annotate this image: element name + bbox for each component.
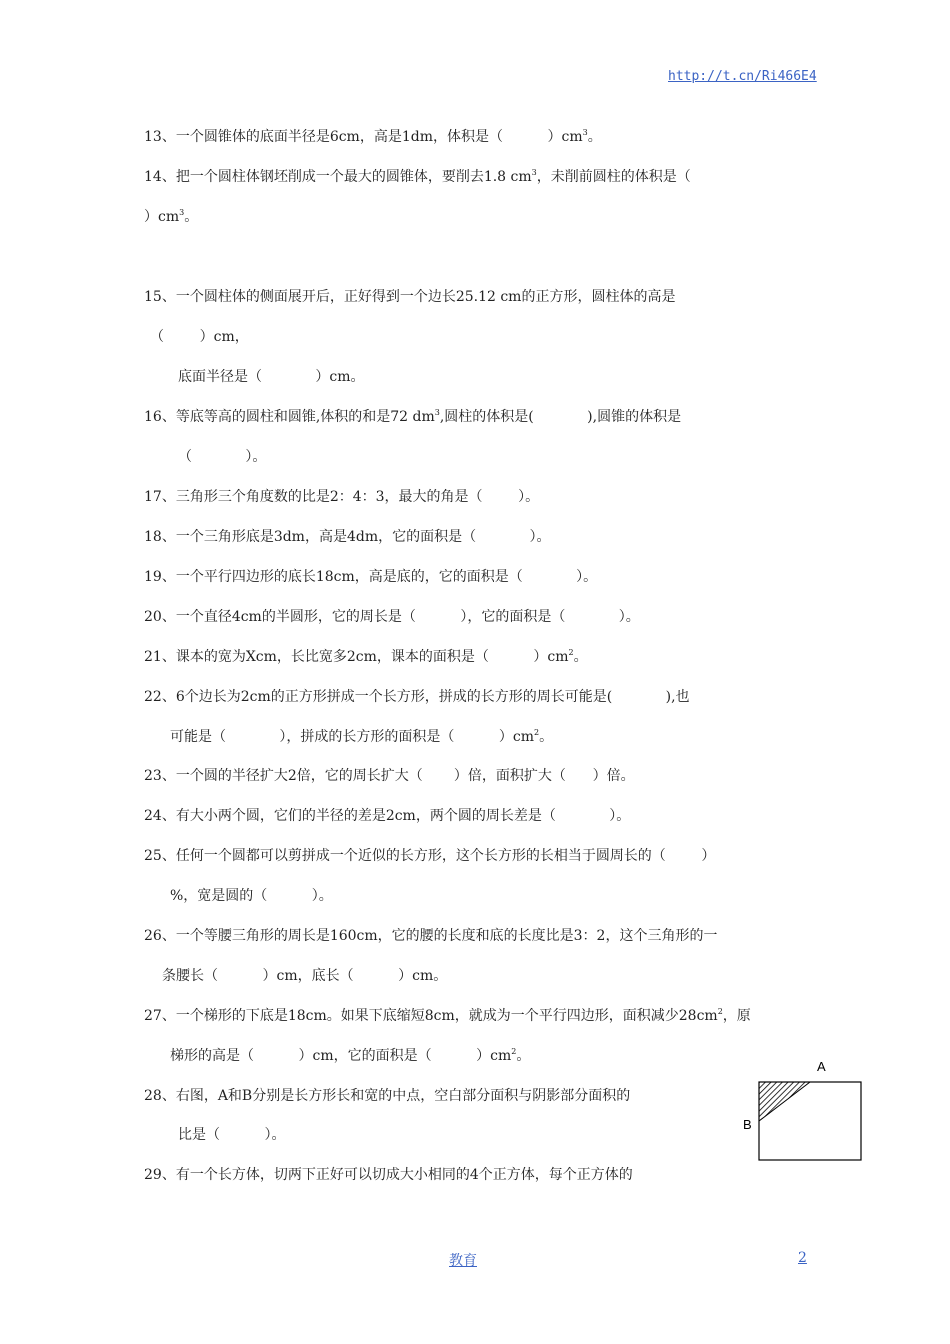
question-18: 18、一个三角形底是3dm，高是4dm，它的面积是（ ）。	[144, 529, 551, 545]
question-28-line-1: 28、右图，A和B分别是长方形长和宽的中点，空白部分面积与阴影部分面积的	[144, 1088, 631, 1104]
question-27-line-2: 梯形的高是（ ）cm，它的面积是（ ）$cm^2$。	[170, 1047, 531, 1064]
footer-center-link[interactable]: 教育	[449, 1253, 477, 1269]
page-number[interactable]: 2	[798, 1250, 807, 1266]
question-19: 19、一个平行四边形的底长18cm，高是底的，它的面积是（ ）。	[144, 569, 598, 585]
question-15-line-2: （ ）cm，	[150, 329, 249, 345]
question-22-line-2: 可能是（ ），拼成的长方形的面积是（ ）$cm^2$。	[170, 728, 554, 745]
question-15-line-3: 底面半径是（ ）cm。	[178, 369, 365, 385]
question-13: 13、一个圆锥体的底面半径是6cm，高是1dm，体积是（ ）$cm^3$。	[144, 128, 602, 145]
label-a: A	[817, 1059, 826, 1074]
question-14-line-1: 14、把一个圆柱体钢坯削成一个最大的圆锥体，要削去1.8 $cm^3$，未削前圆柱的体积是（	[144, 168, 691, 185]
question-14-line-2: ）$cm^3$。	[144, 208, 199, 225]
question-28-line-2: 比是（ ）。	[178, 1127, 286, 1143]
question-22-line-1: 22、6个边长为2cm的正方形拼成一个长方形，拼成的长方形的周长可能是( ),也	[144, 689, 690, 705]
rectangle-diagram	[740, 1056, 870, 1166]
question-16-line-1: 16、等底等高的圆柱和圆锥,体积的和是72 $dm^3$,圆柱的体积是( ),圆锥的体积是	[144, 408, 682, 425]
question-23: 23、一个圆的半径扩大2倍，它的周长扩大（ ）倍，面积扩大（ ）倍。	[144, 768, 635, 784]
label-b: B	[743, 1117, 752, 1132]
rectangle-figure	[740, 1056, 870, 1166]
question-26-line-2: 条腰长（ ）cm，底长（ ）cm。	[162, 968, 448, 984]
question-17: 17、三角形三个角度数的比是2：4：3，最大的角是（ ）。	[144, 489, 540, 505]
question-24: 24、有大小两个圆，它们的半径的差是2cm，两个圆的周长差是（ ）。	[144, 808, 631, 824]
question-29: 29、有一个长方体，切两下正好可以切成大小相同的4个正方体，每个正方体的	[144, 1167, 633, 1183]
header-url-link[interactable]: http://t.cn/Ri466E4	[668, 69, 817, 84]
question-16-line-2: （ ）。	[178, 449, 267, 465]
question-26-line-1: 26、一个等腰三角形的周长是160cm，它的腰的长度和底的长度比是3：2，这个三角形的一	[144, 928, 718, 944]
question-25-line-1: 25、任何一个圆都可以剪拼成一个近似的长方形，这个长方形的长相当于圆周长的（ ）	[144, 848, 716, 864]
question-20: 20、一个直径4cm的半圆形，它的周长是（ ），它的面积是（ ）。	[144, 609, 640, 625]
question-25-line-2: %，宽是圆的（ ）。	[170, 888, 333, 904]
question-15-line-1: 15、一个圆柱体的侧面展开后，正好得到一个边长25.12 cm的正方形，圆柱体的高是	[144, 289, 676, 305]
question-21: 21、课本的宽为Xcm，长比宽多2cm，课本的面积是（ ）$cm^2$。	[144, 648, 588, 665]
question-27-line-1: 27、一个梯形的下底是18cm。如果下底缩短8cm，就成为一个平行四边形，面积减少$28cm^2$，原	[144, 1007, 751, 1024]
